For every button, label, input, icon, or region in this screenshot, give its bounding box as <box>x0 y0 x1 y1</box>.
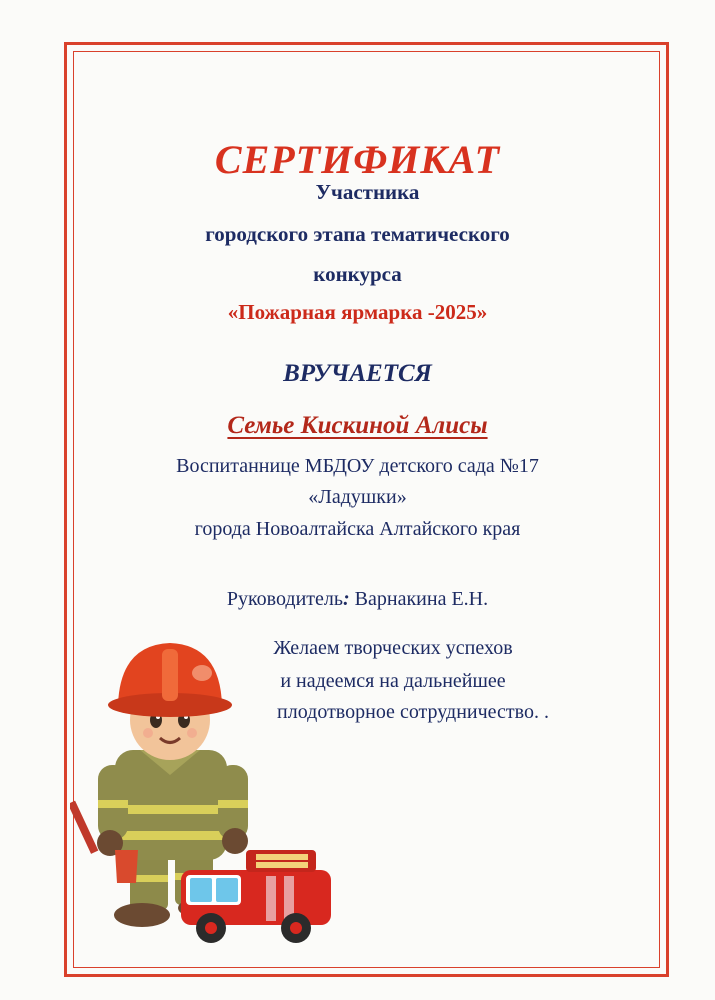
leader-name: Варнакина Е.Н. <box>349 588 489 610</box>
leader-line <box>0 588 715 611</box>
recipient-name: Семье Кискиной Алисы <box>227 412 488 439</box>
detail-line-3: города Новоалтайска Алтайского края <box>194 518 521 540</box>
leader-colon: : <box>343 588 350 610</box>
leader-label: Руководитель <box>226 588 343 610</box>
awarded-label: ВРУЧАЕТСЯ <box>283 360 432 387</box>
fire-truck-icon <box>176 840 336 945</box>
detail-line-2: «Ладушки» <box>308 486 407 508</box>
subtitle-line-1: Участника <box>315 180 420 204</box>
subtitle-line-2: городского этапа тематического <box>205 222 510 246</box>
detail-line-1: Воспитаннице МБДОУ детского сада №17 <box>176 455 539 477</box>
subtitle-line-3: конкурса <box>313 262 402 286</box>
certificate-title: СЕРТИФИКАТ <box>214 137 501 182</box>
contest-name: «Пожарная ярмарка -2025» <box>227 300 488 324</box>
wish-line-1: Желаем творческих успехов <box>273 637 513 659</box>
wish-line-2: и надеемся на дальнейшее <box>280 670 506 692</box>
wish-line-3: плодотворное сотрудничество. . <box>277 701 549 723</box>
